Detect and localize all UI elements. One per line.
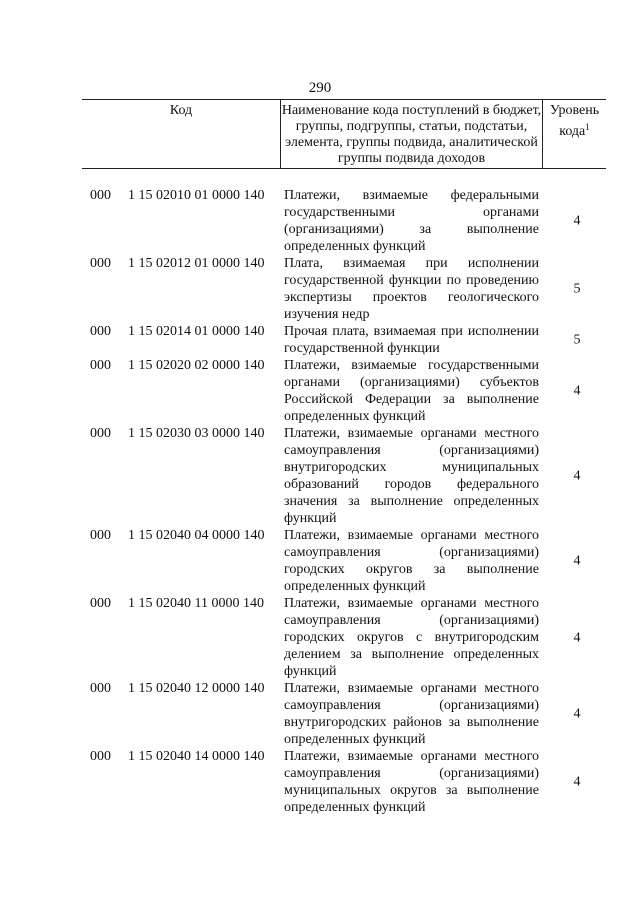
row-name: Платежи, взимаемые федеральными государственными органами (организациями) за выполнение определенных функций	[284, 188, 539, 254]
row-level: 4	[573, 383, 581, 399]
row-level: 4	[573, 553, 581, 569]
table-row	[0, 357, 640, 425]
header-level-label: Уровень кода	[549, 103, 600, 139]
row-level: 5	[573, 332, 581, 348]
row-admin-code: 000	[90, 426, 111, 441]
row-name: Платежи, взимаемые органами местного самоуправления (организациями) внутригородских районов за выполнение определенных функций	[284, 681, 539, 747]
row-name: Платежи, взимаемые государственными органами (организациями) субъектов Российской Федерации за выполнение определенных функций	[284, 358, 539, 424]
row-level: 5	[573, 281, 581, 297]
row-admin-code: 000	[90, 749, 111, 764]
row-level: 4	[573, 630, 581, 645]
row-admin-code: 000	[90, 528, 111, 543]
row-admin-code: 000	[90, 358, 111, 373]
table-header	[82, 99, 606, 169]
row-admin-code: 000	[90, 324, 111, 339]
row-income-code: 1 15 02010 01 0000 140	[128, 188, 265, 203]
row-income-code: 1 15 02040 12 0000 140	[128, 681, 265, 696]
row-income-code: 1 15 02014 01 0000 140	[128, 324, 265, 339]
header-code: Код	[82, 100, 281, 168]
table-row	[0, 425, 640, 527]
row-name: Прочая плата, взимаемая при исполнении государственной функции	[284, 324, 539, 356]
header-level-footnote: 1	[585, 122, 590, 132]
row-income-code: 1 15 02012 01 0000 140	[128, 256, 265, 271]
row-admin-code: 000	[90, 596, 111, 611]
row-name: Платежи, взимаемые органами местного самоуправления (организациями) городских округов за выполнение определенных функций	[284, 528, 539, 594]
table-row	[0, 255, 640, 323]
row-admin-code: 000	[90, 188, 111, 203]
page-number: 290	[308, 80, 332, 96]
row-income-code: 1 15 02040 04 0000 140	[128, 528, 265, 543]
row-name: Плата, взимаемая при исполнении государственной функции по проведению экспертизы проектов геологического изучения недр	[284, 256, 539, 322]
row-income-code: 1 15 02040 14 0000 140	[128, 749, 265, 764]
row-level: 4	[573, 774, 581, 790]
table-row	[0, 323, 640, 357]
header-name: Наименование кода поступлений в бюджет, группы, подгруппы, статьи, подстатьи, элемента, группы подвида, аналитической группы подвида доходов	[281, 100, 543, 168]
row-level: 4	[573, 468, 581, 484]
table-row	[0, 595, 640, 680]
row-name: Платежи, взимаемые органами местного самоуправления (организациями) городских округов с внутригородским делением за выполнение определенных функций	[284, 596, 539, 679]
row-admin-code: 000	[90, 256, 111, 271]
row-income-code: 1 15 02040 11 0000 140	[128, 596, 264, 611]
row-level: 4	[573, 706, 581, 722]
header-level	[543, 100, 606, 168]
row-income-code: 1 15 02030 03 0000 140	[128, 426, 265, 441]
row-level: 4	[573, 213, 581, 229]
table-row	[0, 187, 640, 255]
row-name: Платежи, взимаемые органами местного самоуправления (организациями) муниципальных округов за выполнение определенных функций	[284, 749, 539, 815]
table-row	[0, 527, 640, 595]
row-name: Платежи, взимаемые органами местного самоуправления (организациями) внутригородских муниципальных образований городов федерального значения за выполнение определенных функций	[284, 426, 539, 526]
table-body	[0, 187, 640, 816]
table-row	[0, 748, 640, 816]
table-row	[0, 680, 640, 748]
row-admin-code: 000	[90, 681, 111, 696]
row-income-code: 1 15 02020 02 0000 140	[128, 358, 265, 373]
